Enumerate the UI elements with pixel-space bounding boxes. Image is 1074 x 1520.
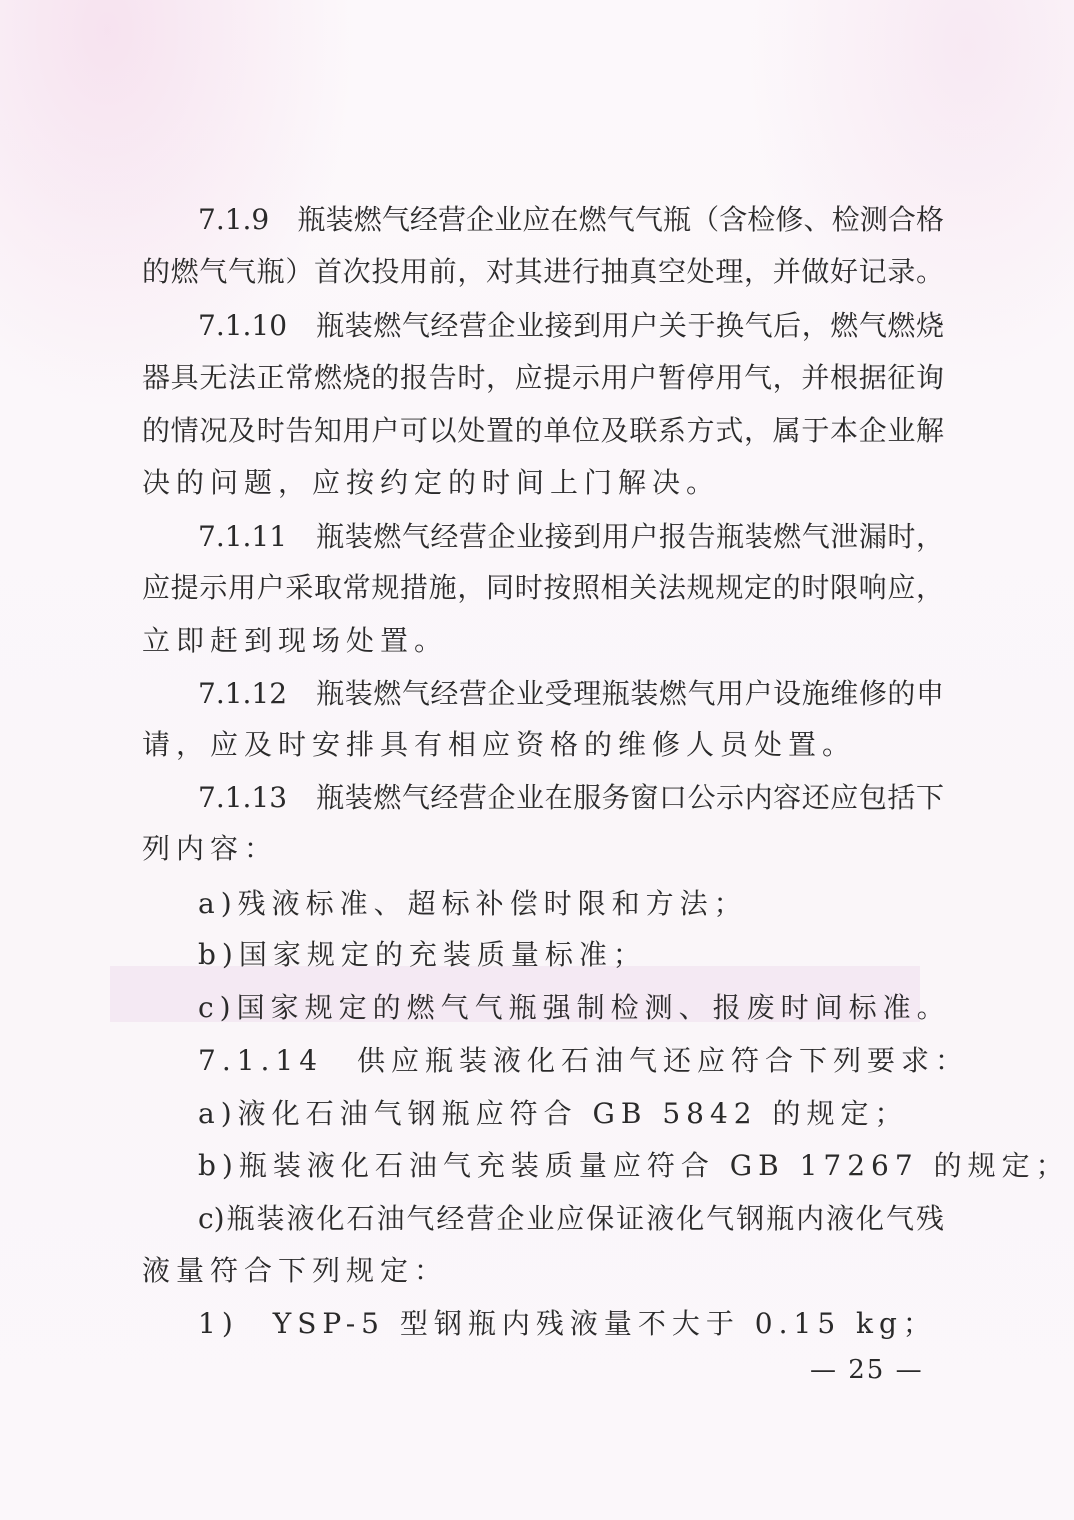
- clause-7-1-10-line-3: 的情况及时告知用户可以处置的单位及联系方式，属于本企业解: [142, 414, 944, 447]
- clause-7-1-13-item-c: c)国家规定的燃气气瓶强制检测、报废时间标准。: [198, 991, 951, 1024]
- clause-7-1-14-item-b: b)瓶装液化石油气充装质量应符合 GB 17267 的规定；: [198, 1149, 1070, 1182]
- clause-7-1-14-line-1: 7.1.14 供应瓶装液化石油气还应符合下列要求：: [198, 1044, 970, 1077]
- clause-7-1-13-item-b: b)国家规定的充装质量标准；: [198, 938, 647, 971]
- clause-7-1-14-item-c-line-2: 液量符合下列规定：: [142, 1254, 449, 1287]
- clause-7-1-10-line-1: 7.1.10 瓶装燃气经营企业接到用户关于换气后，燃气燃烧: [198, 309, 944, 342]
- clause-7-1-12-line-1: 7.1.12 瓶装燃气经营企业受理瓶装燃气用户设施维修的申: [198, 677, 944, 710]
- clause-7-1-11-line-3: 立即赶到现场处置。: [142, 624, 449, 657]
- clause-7-1-13-item-a: a)残液标准、超标补偿时限和方法；: [198, 887, 748, 920]
- page-number: — 25 —: [810, 1355, 924, 1385]
- clause-7-1-11-line-1: 7.1.11 瓶装燃气经营企业接到用户报告瓶装燃气泄漏时，: [198, 520, 944, 553]
- clause-7-1-14-item-c-line-1: c)瓶装液化石油气经营企业应保证液化气钢瓶内液化气残: [198, 1202, 944, 1235]
- clause-7-1-10-line-2: 器具无法正常燃烧的报告时，应提示用户暂停用气，并根据征询: [142, 361, 944, 394]
- clause-7-1-9-line-1: 7.1.9 瓶装燃气经营企业应在燃气气瓶（含检修、检测合格: [198, 203, 944, 236]
- clause-7-1-12-line-2: 请，应及时安排具有相应资格的维修人员处置。: [142, 728, 857, 761]
- clause-7-1-10-line-4: 决的问题，应按约定的时间上门解决。: [142, 466, 721, 499]
- clause-7-1-14-item-c-1: 1) YSP-5 型钢瓶内残液量不大于 0.15 kg；: [198, 1307, 937, 1340]
- clause-7-1-13-line-1: 7.1.13 瓶装燃气经营企业在服务窗口公示内容还应包括下: [198, 781, 944, 814]
- clause-7-1-14-item-a: a)液化石油气钢瓶应符合 GB 5842 的规定；: [198, 1097, 909, 1130]
- clause-7-1-13-line-2: 列内容：: [142, 832, 279, 865]
- clause-7-1-9-line-2: 的燃气气瓶）首次投用前，对其进行抽真空处理，并做好记录。: [142, 255, 944, 288]
- clause-7-1-11-line-2: 应提示用户采取常规措施，同时按照相关法规规定的时限响应，: [142, 571, 944, 604]
